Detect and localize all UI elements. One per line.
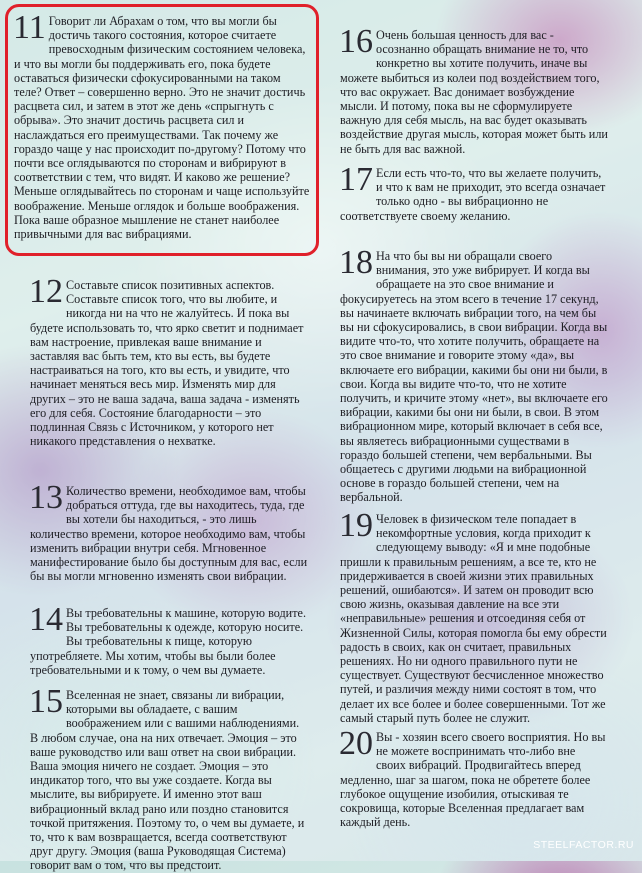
section-number: 11 [13, 9, 46, 46]
section-text: Говорит ли Абрахам о том, что вы могли бы достичь такого состояния, которое считаете превосходным физическим состоянием человека, и что вы могли бы поддерживать его, пока будете оставаться физически сфокусированными на таком теле? Ответ – совершенно верно. Это не значит достичь расцвета сил, и затем в этот же день «спрыгнуть с обрыва». Это значит достичь расцвета сил и наслаждаться его преимуществами. Так почему же гораздо чаще у нас происходит по-другому? Потому что почти все оглядываются по сторонам и вибрируют в соответствии с тем, что видят. И каково же решение? Меньше оглядывайтесь по сторонам и чаще используйте воображение. Меньше оглядок и больше воображения. Пока ваше образное мышление не станет наиболее привычными для вас вибрациями. [14, 14, 310, 242]
section-number: 13 [29, 479, 63, 516]
section-12 [29, 273, 310, 449]
section-text: Составьте список позитивных аспектов. Составьте список того, что вы любите, и никогда ни на что не жалуйтесь. И пока вы будете использовать то, что ярко светит и поднимает вам настроение, привлекая ваше внимание и заставляя вас быть тем, кто вы есть, вы будете настраиваться на того, кто вы есть, и увидите, что начинает меняться весь мир. Изменять мир для других – это не ваша задача, ваша задача - изменять его для себя. Состояние благодарности – это подлинная Связь с Источником, у которого нет никакого представления о нехватке. [30, 278, 304, 449]
section-text: Вселенная не знает, связаны ли вибрации, которыми вы обладаете, с вашим воображением или с вашими наблюдениями. В любом случае, она на них отвечает. Эмоция – это ваше руководство или ваш ответ на свои вибрации. Ваша эмоция ничего не создает. Эмоция – это индикатор того, что вы уже создаете. Когда вы мыслите, вы вибрируете. И именно этот ваш вибрационный вклад рано или поздно становится точкой притяжения. Поэтому то, о чем вы думаете, и то, что к вам возвращается, всегда соответствуют друг другу. Эмоция (ваша Руководящая Система) говорит вам о том, что вы предстоит. [30, 688, 305, 873]
section-text: Вы - хозяин всего своего восприятия. Но вы не можете воспринимать что-либо вне своих вибраций. Продвигайтесь вперед медленно, шаг за шагом, пока не обретете более глубокое ощущение изобилия, отыскивая те сокровища, которые Вселенная предлагает вам каждый день. [340, 730, 606, 830]
section-17 [339, 161, 608, 223]
section-text: Человек в физическом теле попадает в некомфортные условия, когда приходит к следующему выводу: «Я и мне подобные пришли к правильным решениям, а все те, кто не придерживается в своей жизни этих правильных решений, ошибаются». И затем он проводит всю свою жизнь, оказывая давление на все эти «неправильные» решения и отсоединяя себя от Жизненной Силы, которая помогла бы ему обрести радость в своих, как он считает, правильных решениях. Но ни одного правильного пути не существует. Существуют бесчисленное множество путей, и различия между ними состоят в том, что делает их все более и более совершенными. Тот же самый старый путь более не служит. [340, 512, 607, 725]
section-number: 15 [29, 683, 63, 720]
section-19 [339, 507, 608, 725]
section-number: 14 [29, 601, 63, 638]
section-number: 12 [29, 273, 63, 310]
section-text: На что бы вы ни обращали своего внимания, это уже вибрирует. И когда вы обращаете на это свое внимание и фокусируетесь на этом всего в течение 17 секунд, вы начинаете включать вибрации того, на чем бы вы ни сфокусировались, в свои вибрации. Когда вы видите что-то, что хотите получить, обращаете на это свое внимание и говорите этому «да», вы включаете его вибрации, какими бы они ни были, в свои. Когда вы видите что-то, что не хотите получить, и кричите этому «нет», вы включаете его вибрации, какими бы они ни были, в свои. В этом вибрационном мире, который включает в себя все, вы являетесь вибрационными существами в гораздо большей степени, чем вербальными. Вы общаетесь с другими людьми на вибрационной основе в гораздо большей степени, чем на вербальной. [340, 249, 608, 505]
section-20 [339, 725, 608, 830]
section-text: Если есть что-то, что вы желаете получить, и что к вам не приходит, это всегда означает только одно - вы вибрационно не соответствуете своему желанию. [340, 166, 606, 223]
section-text: Очень большая ценность для вас - осознанно обращать внимание не то, что конкретно вы хотите получить, иначе вы можете выбиться из колеи под воздействием того, что вас окружает. Вас донимает возбуждение мысли. И потому, пока вы не сформулируете важную для себя мысль, на вас будет оказывать воздействие другая мысль, которая может быть или не быть для вас важной. [340, 28, 608, 156]
section-14 [29, 601, 310, 677]
section-18 [339, 244, 608, 505]
section-number: 20 [339, 725, 373, 762]
section-number: 16 [339, 23, 373, 60]
site-watermark: STEELFACTOR.RU [533, 839, 634, 851]
section-13 [29, 479, 310, 584]
section-number: 19 [339, 507, 373, 544]
section-15 [29, 683, 310, 873]
section-text: Вы требовательны к машине, которую водите. Вы требовательны к одежде, которую носите. Вы требовательны к пище, которую употребляете. Мы хотим, чтобы вы были более требовательными и к тому, о чем вы думаете. [30, 606, 306, 677]
section-16 [339, 23, 608, 156]
section-number: 17 [339, 161, 373, 198]
section-text: Количество времени, необходимое вам, чтобы добраться оттуда, где вы находитесь, туда, где вы хотели бы находиться, - это лишь количество времени, которое необходимо вам, чтобы изменить вибрации внутри себя. Мгновенное манифестирование было бы доступным для вас, если бы вы могли мгновенно изменять свои вибрации. [30, 484, 308, 584]
section-11 [13, 9, 310, 242]
section-number: 18 [339, 244, 373, 281]
